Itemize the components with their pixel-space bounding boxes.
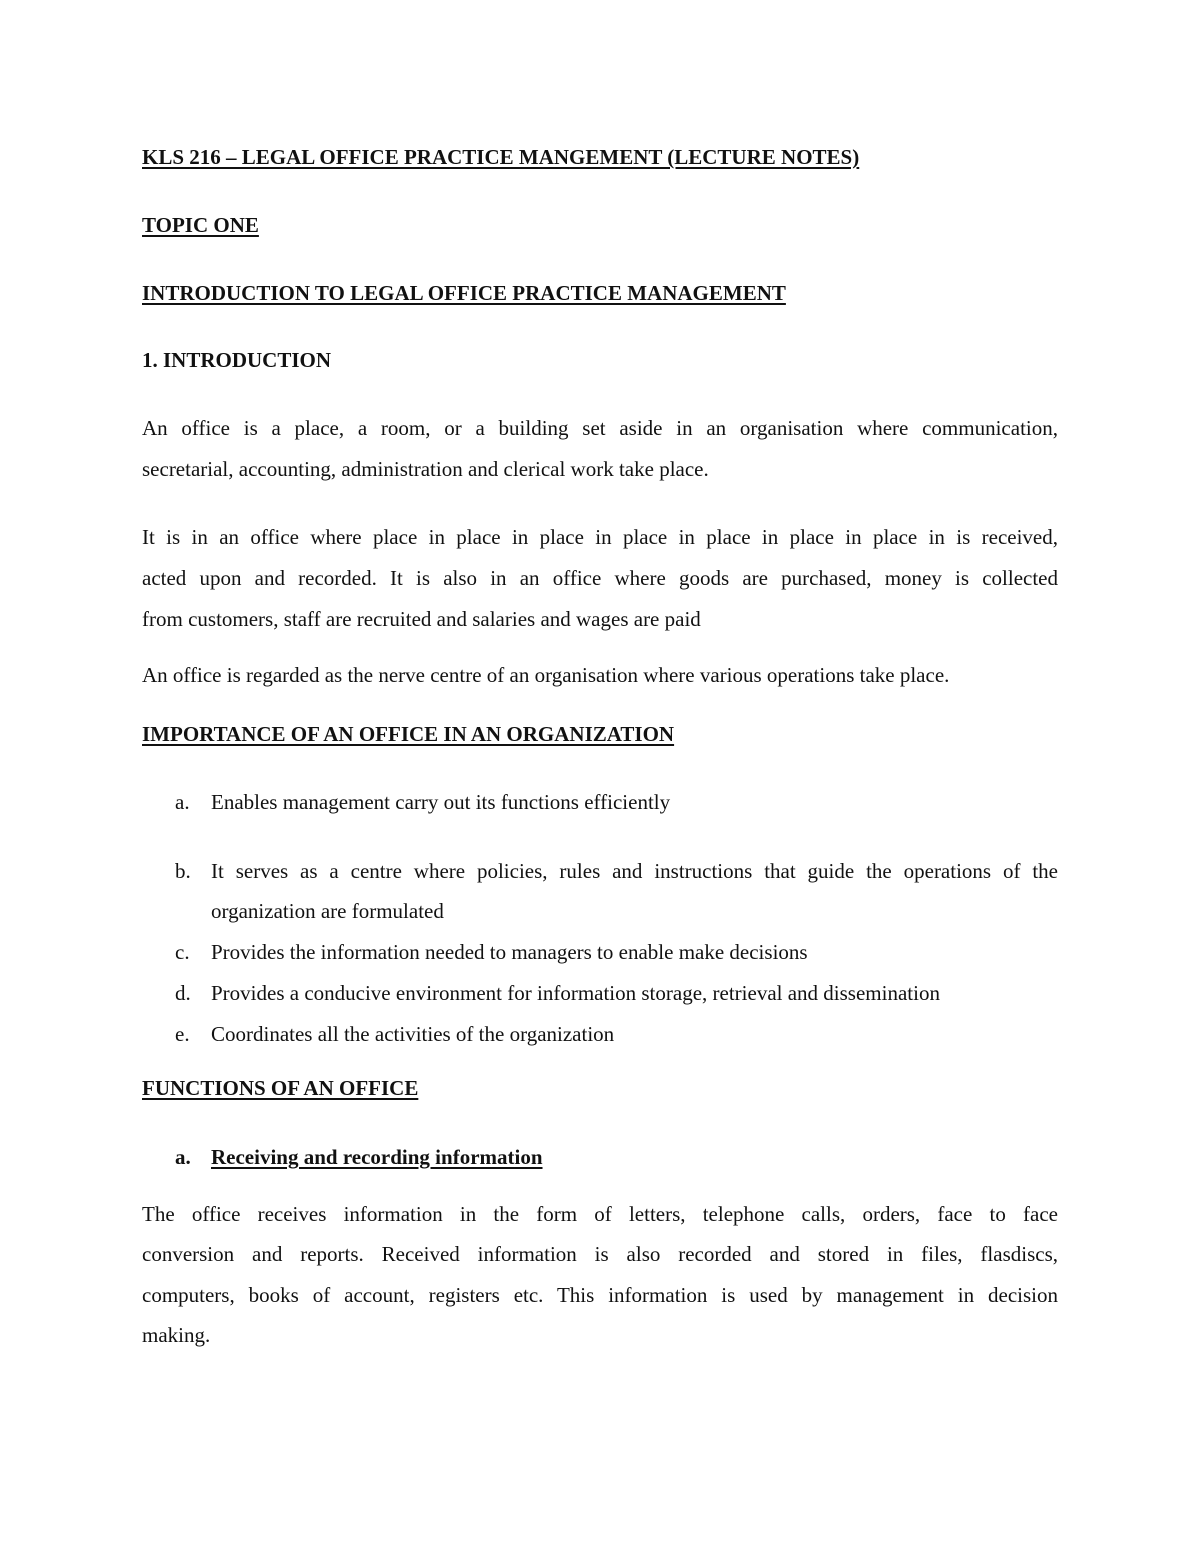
list-item-text: Provides the information needed to managers to enable make decisions	[211, 940, 808, 964]
list-item	[175, 792, 670, 813]
topic-label: TOPIC ONE	[142, 213, 259, 237]
paragraph-line: acted upon and recorded. It is also in an office where goods are purchased, money is collected	[142, 566, 1058, 590]
list-marker: a.	[175, 1145, 191, 1169]
functions-heading: FUNCTIONS OF AN OFFICE	[142, 1076, 419, 1100]
list-item	[175, 942, 808, 963]
topic-title: INTRODUCTION TO LEGAL OFFICE PRACTICE MANAGEMENT	[142, 281, 786, 305]
paragraph-line: An office is a place, a room, or a building set aside in an organisation where communication,	[142, 416, 1058, 440]
paragraph-line: conversion and reports. Received information is also recorded and stored in files, flasdiscs,	[142, 1242, 1058, 1266]
list-item-text: Coordinates all the activities of the organization	[211, 1022, 615, 1046]
section-heading: 1. INTRODUCTION	[142, 348, 332, 372]
list-marker: e.	[175, 1022, 190, 1046]
list-item	[175, 861, 1058, 882]
paragraph-line: making.	[142, 1323, 211, 1347]
list-marker: d.	[175, 981, 191, 1005]
paragraph-line: secretarial, accounting, administration and clerical work take place.	[142, 457, 709, 481]
paragraph-line: computers, books of account, registers etc. This information is used by management in decision	[142, 1283, 1058, 1307]
list-item	[175, 983, 940, 1004]
paragraph-line: It is in an office where place in place in place in place in place in place in place in is received,	[142, 525, 1058, 549]
list-marker: b.	[175, 859, 191, 883]
list-item	[175, 1024, 614, 1045]
paragraph-line: An office is regarded as the nerve centre of an organisation where various operations take place.	[142, 663, 950, 687]
list-item-text: Enables management carry out its functions efficiently	[211, 790, 671, 814]
paragraph-line: from customers, staff are recruited and salaries and wages are paid	[142, 607, 701, 631]
list-item-text: Provides a conducive environment for information storage, retrieval and dissemination	[211, 981, 940, 1005]
list-item-continuation: organization are formulated	[211, 899, 444, 923]
function-subheading	[175, 1147, 543, 1168]
importance-heading: IMPORTANCE OF AN OFFICE IN AN ORGANIZATION	[142, 722, 675, 746]
list-marker: c.	[175, 940, 190, 964]
function-subheading-title: Receiving and recording information	[211, 1145, 543, 1169]
list-item-text: It serves as a centre where policies, rules and instructions that guide the operations of the	[211, 859, 1058, 883]
paragraph-line: The office receives information in the form of letters, telephone calls, orders, face to face	[142, 1202, 1058, 1226]
list-marker: a.	[175, 790, 190, 814]
document-title: KLS 216 – LEGAL OFFICE PRACTICE MANGEMENT (LECTURE NOTES)	[142, 145, 860, 169]
